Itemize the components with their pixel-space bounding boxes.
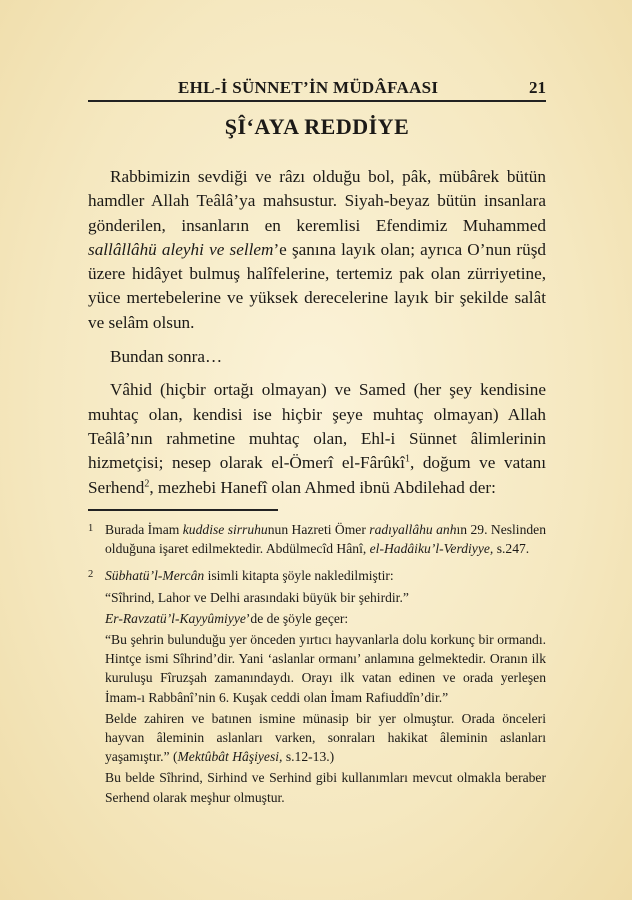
- paragraph-3: [88, 378, 546, 499]
- paragraph-1-text-a: Rabbimizin sevdiği ve râzı olduğu bol, pâk, mübârek bütün hamdler Allah Teâlâ’ya mahsustur. Siyah-beyaz bütün insanlara gönderilen, insanların en keremlisi Efendimiz Muhammed: [88, 167, 546, 235]
- body-text: [88, 165, 546, 510]
- footnote-1: [88, 520, 546, 558]
- footnote-separator: [88, 509, 278, 511]
- fn2-quote: “Bu şehrin bulunduğu yer önceden yırtıcı hayvanlarla dolu korkunç bir ormandı. Hintçe ismi Sîhrind’dir. Yani ‘aslanlar ormanı’ anlamına gelmektedir. Oranın ilk kuruluşu Fîruzşah zamanındaydı. Orayı ilk vatan edinen ve orada yerleşen İmam-ı Rabbânî’nin 6. Kuşak ceddi olan İmam Rafiuddîn’dir.”: [105, 632, 546, 705]
- fn2-line-3-italic: Er-Ravzatü’l-Kayyûmiyye: [105, 610, 246, 626]
- fn2-line-1-text: isimli kitapta şöyle nakledilmiştir:: [204, 568, 394, 584]
- paragraph-3-text-a: Vâhid (hiçbir ortağı olmayan) ve Samed (her şey kendisine muhtaç olan, kendisi ise hiçbir şeye muhtaç olmayan) Allah Teâlâ’nın rahmetine muhtaç olan, Ehl-i Sünnet âlimlerinin hizmetçisi; nesep olarak el-Ömerî el-Fârûkî: [88, 380, 546, 473]
- footnote-2: [88, 566, 546, 806]
- paragraph-1-text-b: ’e şanına layık olan; ayrıca O’nun rüşd üzere hidâyet bulmuş halîfelerine, tertemiz pak olan zürriyetine, yüce mertebelerine ve yüksek derecelerine layık bir şekilde salât ve selâm olsun.: [88, 239, 546, 332]
- fn2-line-5-italic: Mektûbât Hâşiyesi,: [177, 749, 283, 765]
- paragraph-3-text-c: , mezhebi Hanefî olan Ahmed ibnü Abdilehad der:: [149, 477, 496, 497]
- paragraph-1-italic: sallâllâhü aleyhi ve sellem: [88, 239, 274, 259]
- paragraph-3-text-b: , doğum ve vatanı Serhend: [88, 453, 546, 497]
- fn1-text-d: s.247.: [493, 541, 530, 557]
- running-header: [88, 74, 546, 98]
- chapter-title: ŞÎ‘AYA REDDİYE: [224, 114, 410, 139]
- paragraph-1: [88, 165, 546, 335]
- fn2-line-3: [105, 609, 546, 628]
- fn1-italic-3: el-Hadâiku’l-Verdiyye,: [369, 541, 494, 557]
- footnote-ref-1[interactable]: 1: [404, 453, 410, 465]
- footnote-1-text: [105, 520, 546, 558]
- header-rule: [88, 100, 546, 102]
- fn2-line-3-text: ’de de şöyle geçer:: [245, 610, 349, 626]
- paragraph-2: Bundan sonra…: [110, 347, 223, 367]
- footnote-ref-2[interactable]: 2: [144, 477, 150, 489]
- running-header-title: EHL-İ SÜNNET’İN MÜDÂFAASI: [178, 78, 439, 97]
- fn2-line-2: “Sîhrind, Lahor ve Delhi arasındaki büyük bir şehirdir.”: [105, 589, 409, 605]
- footnote-1-mark: 1: [88, 523, 94, 534]
- fn2-line-6: Bu belde Sîhrind, Sirhind ve Serhind gibi kullanımları mevcut olmakla beraber Serhend olarak meşhur olmuştur.: [105, 770, 546, 805]
- fn1-text-a: Burada İmam: [105, 522, 183, 537]
- footnotes: [88, 520, 546, 815]
- fn2-line-5-text-b: s.12-13.): [282, 749, 335, 765]
- fn2-line-5-text-a: Belde zahiren ve batınen ismine münasip bir yer olmuştur. Orada önceleri hayvan âleminin aslanları varken, sonraları hakikat âleminin aslanları yaşamıştır.” (: [105, 710, 546, 765]
- fn2-line-1-italic: Sübhatü’l-Mercân: [105, 568, 205, 584]
- fn1-italic-1: kuddise sirruhu: [182, 522, 268, 537]
- fn1-text-b: nun Hazreti Ömer: [267, 522, 370, 537]
- page-number: 21: [529, 78, 546, 97]
- fn1-italic-2: radıyallâhu anh: [369, 522, 457, 537]
- footnote-2-mark: 2: [88, 569, 94, 581]
- fn2-line-5: [105, 709, 546, 767]
- footnote-2-text: [105, 566, 546, 806]
- fn1-text-c: ın 29. Neslinden olduğuna işaret edilmektedir. Abdülmecîd Hânî,: [105, 522, 546, 557]
- fn2-line-1: [105, 566, 546, 585]
